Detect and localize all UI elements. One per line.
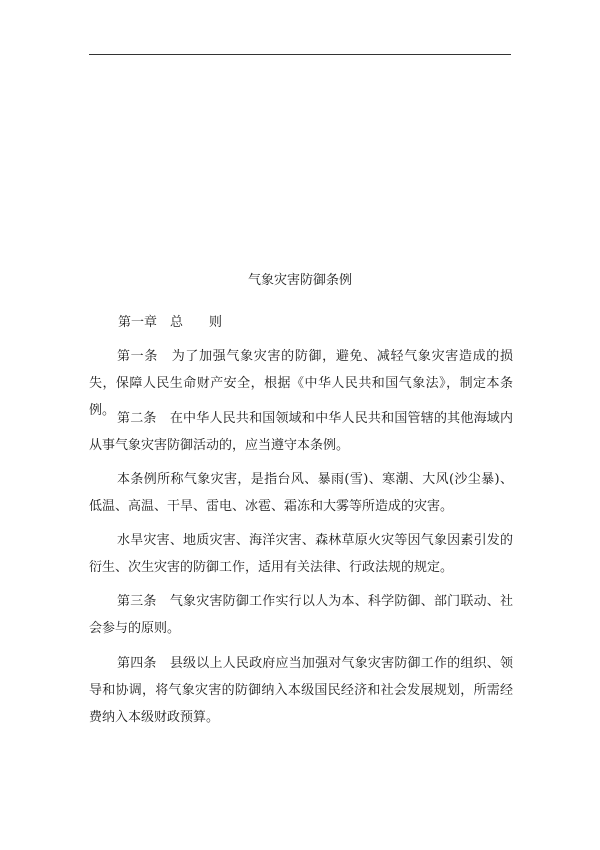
- article-4-paragraph: 第四条 县级以上人民政府应当加强对气象灾害防御工作的组织、领导和协调，将气象灾害的防御纳入本级国民经济和社会发展规划，所需经费纳入本级财政预算。: [89, 656, 513, 725]
- secondary-disaster-paragraph: 水旱灾害、地质灾害、海洋灾害、森林草原火灾等因气象因素引发的衍生、次生灾害的防御工作，适用有关法律、行政法规的规定。: [89, 533, 513, 575]
- disaster-definition-paragraph: 本条例所称气象灾害，是指台风、暴雨(雪)、寒潮、大风(沙尘暴)、低温、高温、干旱、雷电、冰雹、霜冻和大雾等所造成的灾害。: [89, 472, 513, 514]
- header-rule: [89, 54, 511, 55]
- chapter-heading: 第一章 总 则: [118, 315, 223, 330]
- article-3-paragraph: 第三条 气象灾害防御工作实行以人为本、科学防御、部门联动、社会参与的原则。: [89, 594, 513, 636]
- article-1-paragraph: 第一条 为了加强气象灾害的防御，避免、减轻气象灾害造成的损失，保障人民生命财产安全，根据《中华人民共和国气象法》，制定本条例。: [89, 349, 513, 418]
- article-2-paragraph: 第二条 在中华人民共和国领域和中华人民共和国管辖的其他海域内从事气象灾害防御活动的，应当遵守本条例。: [89, 411, 513, 453]
- document-title: 气象灾害防御条例: [247, 273, 352, 288]
